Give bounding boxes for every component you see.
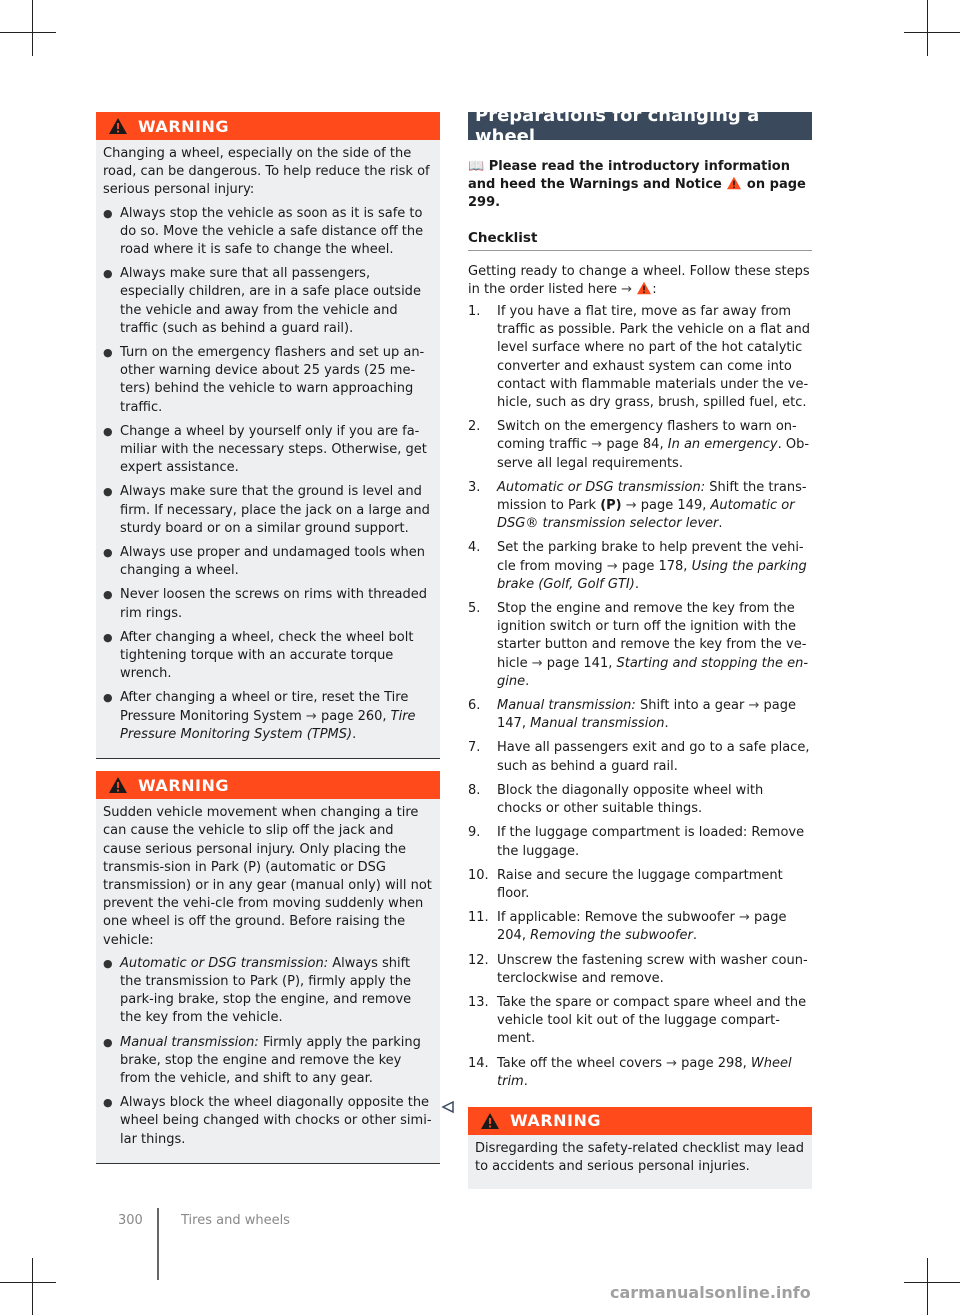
warning-bullet: ● Change a wheel by yourself only if you are fa-miliar with the necessary steps. Otherwise, get expert assistance. (103, 423, 434, 478)
warning-intro: Sudden vehicle movement when changing a tire can cause the vehicle to slip off the jack and cause serious personal injury. Only placing the transmis-sion in Park (P) (automatic or DSG transmission) or in any gear (manual only) will not prevent the vehi-cle from moving suddenly when one wheel is off the ground. Before raising the vehicle: (103, 805, 432, 948)
arrow-right-icon: → (591, 437, 603, 453)
warning-triangle-icon (480, 1112, 500, 1130)
crop-mark (904, 32, 960, 33)
page-reference[interactable]: page 260, (320, 708, 387, 724)
list-item: 13. Take the spare or compact spare wheel and the vehicle tool kit out of the luggage compart-ment. (468, 994, 807, 1047)
book-icon: 📖 (468, 159, 485, 174)
crop-mark (927, 1258, 928, 1315)
warning-triangle-icon (726, 176, 742, 190)
checklist-steps (468, 303, 812, 1091)
warning-bullet: ● After changing a wheel, check the wheel bolt tightening torque with an accurate torque wrench. (103, 629, 434, 684)
warning-bullet: ● Always make sure that the ground is level and firm. If necessary, place the jack on a large and sturdy board or on a similar ground support. (103, 483, 434, 538)
page-reference[interactable]: page 204, (497, 910, 787, 944)
warning-text: Disregarding the safety-related checklist may lead to accidents and serious personal injuries. (475, 1140, 804, 1175)
crop-mark (927, 0, 928, 56)
list-item: 14. Take off the wheel covers → page 298, Wheel trim. (468, 1055, 792, 1089)
page-reference[interactable]: page 147, (497, 698, 796, 732)
page-reference[interactable]: page 84, (606, 437, 664, 453)
list-item: 8. Block the diagonally opposite wheel with chocks or other suitable things. (468, 782, 764, 817)
warning-bullet: ● Always make sure that all passengers, especially children, are in a safe place outside the vehicle and away from the vehicle and traffic (such as behind a guard rail). (103, 265, 434, 338)
crop-mark (32, 1258, 33, 1315)
list-item: 7. Have all passengers exit and go to a safe place, such as behind a guard rail. (468, 740, 810, 774)
footer-divider (157, 1208, 159, 1280)
section-title: Preparations for changing a wheel (468, 112, 812, 140)
list-item: 2. Switch on the emergency flashers to warn on-coming traffic → page 84, In an emergency. Ob-serve all legal requirements. (468, 419, 810, 471)
arrow-right-icon: → (305, 708, 317, 724)
warning-bullet: ● After changing a wheel or tire, reset the Tire Pressure Monitoring System → page 260, Tire Pressure Monitoring System (TPMS). (103, 689, 434, 744)
warning-bullet: ● Always stop the vehicle as soon as it is safe to do so. Move the vehicle a safe distance off the road where it is safe to change the wheel. (103, 205, 434, 260)
warning-bullet: ● Turn on the emergency flashers and set up an-other warning device about 25 yards (25 me-ters) behind the vehicle to warn approaching traffic. (103, 344, 434, 417)
list-item: 10. Raise and secure the luggage compartment floor. (468, 867, 783, 901)
warning-bullet: ● Manual transmission: Firmly apply the parking brake, stop the engine and remove the key from the vehicle, and shift to any gear. (103, 1034, 434, 1089)
warning-label: WARNING (138, 775, 229, 795)
page-reference[interactable]: page 149, (640, 498, 707, 514)
warning-triangle-icon[interactable] (636, 281, 652, 295)
arrow-right-icon: → (621, 281, 633, 297)
chapter-name: Tires and wheels (181, 1213, 290, 1228)
list-item: 5. Stop the engine and remove the key from the ignition switch or turn off the ignition with the starter button and remove the key from the ve-hicle → page 141, Starting and stopping the en-gine. (468, 601, 809, 689)
crop-mark (904, 1282, 960, 1283)
arrow-right-icon: → (666, 1055, 678, 1071)
warning-header (468, 1107, 812, 1135)
warning-box (96, 771, 440, 1164)
warning-label: WARNING (510, 1111, 601, 1131)
intro-note: 📖 Please read the introductory information and heed the Warnings and Notice on page 299. (468, 159, 806, 211)
crop-mark (32, 0, 33, 56)
arrow-right-icon: → (606, 558, 618, 574)
warning-label: WARNING (138, 116, 229, 136)
warning-bullet: ● Automatic or DSG transmission: Always shift the transmission to Park (P), firmly apply the park-ing brake, stop the engine, and remove the key from the vehicle. (103, 955, 434, 1028)
crop-mark (0, 1282, 56, 1283)
arrow-right-icon: → (748, 698, 760, 714)
page-reference[interactable]: on page 299. (468, 177, 806, 211)
warning-header (96, 112, 440, 140)
watermark: carmanualsonline.info (610, 1283, 811, 1302)
list-item: 6. Manual transmission: Shift into a gear → page 147, Manual transmission. (468, 698, 796, 732)
crop-mark (0, 32, 56, 33)
list-item: 3. Automatic or DSG transmission: Shift the trans-mission to Park (P) → page 149, Automatic or DSG® transmission selector lever. (468, 479, 807, 532)
page-reference[interactable]: page 141, (546, 655, 613, 671)
list-item: 4. Set the parking brake to help prevent the vehi-cle from moving → page 178, Using the parking brake (Golf, Golf GTI). (468, 540, 807, 592)
page-number: 300 (118, 1213, 143, 1228)
warning-bullet: ● Always use proper and undamaged tools when changing a wheel. (103, 544, 434, 580)
page-reference[interactable]: page 298, (681, 1055, 747, 1071)
warning-intro: Changing a wheel, especially on the side of the road, can be dangerous. To help reduce the risk of serious personal injury: (103, 146, 430, 198)
list-item: 9. If the luggage compartment is loaded: Remove the luggage. (468, 825, 805, 859)
checklist-intro: Getting ready to change a wheel. Follow these steps in the order listed here → : (468, 263, 810, 297)
checklist-heading: Checklist (468, 230, 812, 251)
warning-triangle-icon (108, 776, 128, 794)
warning-bullet: ● Never loosen the screws on rims with threaded rim rings. (103, 586, 434, 622)
section-end-icon (441, 1100, 455, 1114)
page-reference[interactable]: page 178, (621, 558, 688, 574)
warning-triangle-icon (108, 117, 128, 135)
arrow-right-icon: → (625, 498, 637, 514)
warning-bullet: ● Always block the wheel diagonally opposite the wheel being changed with chocks or other simi-lar things. (103, 1094, 434, 1149)
warning-box (468, 1107, 812, 1189)
list-item: 12. Unscrew the fastening screw with washer coun-terclockwise and remove. (468, 952, 808, 986)
arrow-right-icon: → (738, 910, 750, 926)
list-item: 11. If applicable: Remove the subwoofer → page 204, Removing the subwoofer. (468, 910, 787, 944)
right-column (468, 105, 812, 1201)
arrow-right-icon: → (531, 655, 543, 671)
warning-header (96, 771, 440, 799)
warning-box (96, 112, 440, 759)
list-item: 1. If you have a flat tire, move as far away from traffic as possible. Park the vehicle on a flat and level surface where no part of the hot catalytic converter and exhaust system can come into contact with flammable materials under the ve-hicle, such as dry grass, brush, spilled fuel, etc. (468, 304, 811, 411)
left-column (96, 112, 440, 1176)
